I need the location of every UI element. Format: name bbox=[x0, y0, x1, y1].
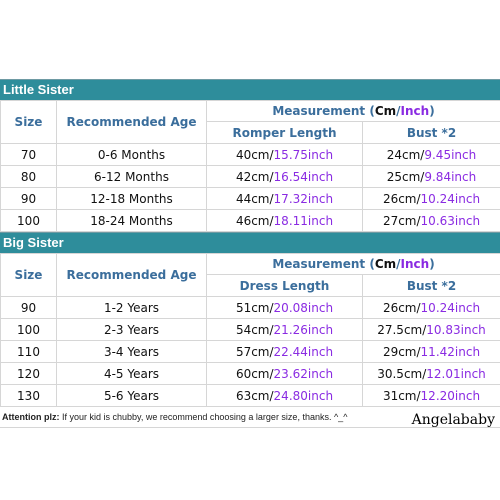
size-cell: 130 bbox=[1, 385, 57, 407]
meas-inch: Inch bbox=[400, 104, 430, 118]
big-sister-title: Big Sister bbox=[0, 232, 500, 253]
age-cell: 18-24 Months bbox=[57, 210, 207, 232]
little-sister-title: Little Sister bbox=[0, 79, 500, 100]
meas-label: Measurement ( bbox=[272, 104, 375, 118]
age-cell: 1-2 Years bbox=[57, 297, 207, 319]
length-cell bbox=[207, 341, 363, 363]
big-header-row bbox=[1, 254, 500, 275]
table-row bbox=[1, 319, 500, 341]
brand-watermark: Angelababy bbox=[411, 412, 495, 428]
table-row bbox=[1, 166, 500, 188]
length-cm: 44cm/ bbox=[235, 191, 274, 206]
length-cm: 46cm/ bbox=[235, 213, 274, 228]
bust-cell bbox=[363, 319, 500, 341]
size-cell: 100 bbox=[1, 210, 57, 232]
meas-slash: / bbox=[396, 104, 401, 118]
length-cell bbox=[207, 166, 363, 188]
bust-inch: 10.83inch bbox=[426, 322, 486, 337]
table-row bbox=[1, 297, 500, 319]
length-inch: 24.80inch bbox=[273, 388, 334, 403]
length-inch: 22.44inch bbox=[273, 344, 334, 359]
length-cell bbox=[207, 144, 363, 166]
length-cm: 57cm/ bbox=[235, 344, 274, 359]
bust-cm: 27.5cm/ bbox=[377, 322, 427, 337]
bust-cm: 27cm/ bbox=[382, 213, 421, 228]
bust-cell bbox=[363, 363, 500, 385]
age-cell: 12-18 Months bbox=[57, 188, 207, 210]
big-col-size: Size bbox=[1, 254, 57, 297]
bust-inch: 10.24inch bbox=[420, 191, 481, 206]
big-col-age: Recommended Age bbox=[57, 254, 207, 297]
length-cell bbox=[207, 297, 363, 319]
size-cell: 100 bbox=[1, 319, 57, 341]
meas-label: Measurement ( bbox=[272, 257, 375, 271]
length-inch: 20.08inch bbox=[273, 300, 334, 315]
length-cm: 54cm/ bbox=[235, 322, 274, 337]
bust-cm: 24cm/ bbox=[386, 147, 425, 162]
meas-slash: / bbox=[396, 257, 401, 271]
bust-cell bbox=[363, 297, 500, 319]
age-cell: 0-6 Months bbox=[57, 144, 207, 166]
size-cell: 90 bbox=[1, 297, 57, 319]
size-cell: 110 bbox=[1, 341, 57, 363]
meas-cm: Cm bbox=[374, 104, 397, 118]
big-col-measurement bbox=[207, 254, 500, 275]
meas-cm: Cm bbox=[374, 257, 397, 271]
little-header-row bbox=[1, 101, 500, 122]
size-cell: 90 bbox=[1, 188, 57, 210]
table-row bbox=[1, 341, 500, 363]
length-inch: 23.62inch bbox=[273, 366, 334, 381]
bust-cm: 25cm/ bbox=[386, 169, 425, 184]
length-cm: 60cm/ bbox=[235, 366, 274, 381]
length-cell bbox=[207, 385, 363, 407]
table-row bbox=[1, 385, 500, 407]
attention-text: If your kid is chubby, we recommend choosing a larger size, thanks. ^_^ bbox=[59, 412, 348, 422]
bust-cm: 26cm/ bbox=[382, 191, 421, 206]
length-cm: 42cm/ bbox=[235, 169, 274, 184]
little-sister-table bbox=[0, 100, 500, 232]
meas-close: ) bbox=[429, 257, 435, 271]
big-col-bust: Bust *2 bbox=[363, 275, 500, 297]
length-inch: 17.32inch bbox=[273, 191, 334, 206]
bust-cell bbox=[363, 341, 500, 363]
age-cell: 4-5 Years bbox=[57, 363, 207, 385]
attention-label: Attention plz: bbox=[2, 412, 60, 422]
bust-inch: 10.63inch bbox=[420, 213, 481, 228]
length-cell bbox=[207, 210, 363, 232]
bust-inch: 12.01inch bbox=[426, 366, 486, 381]
bust-cm: 26cm/ bbox=[382, 300, 421, 315]
little-col-bust: Bust *2 bbox=[363, 122, 500, 144]
length-cell bbox=[207, 319, 363, 341]
length-cell bbox=[207, 188, 363, 210]
size-cell: 120 bbox=[1, 363, 57, 385]
size-cell: 70 bbox=[1, 144, 57, 166]
bust-cm: 30.5cm/ bbox=[377, 366, 427, 381]
bust-cm: 31cm/ bbox=[382, 388, 421, 403]
length-inch: 18.11inch bbox=[273, 213, 334, 228]
bust-inch: 11.42inch bbox=[420, 344, 481, 359]
big-sister-table bbox=[0, 253, 500, 407]
length-cm: 51cm/ bbox=[235, 300, 274, 315]
bust-cell bbox=[363, 210, 500, 232]
table-row bbox=[1, 363, 500, 385]
age-cell: 6-12 Months bbox=[57, 166, 207, 188]
little-col-measurement bbox=[207, 101, 500, 122]
age-cell: 2-3 Years bbox=[57, 319, 207, 341]
length-inch: 15.75inch bbox=[273, 147, 334, 162]
length-inch: 16.54inch bbox=[273, 169, 334, 184]
meas-inch: Inch bbox=[400, 257, 430, 271]
table-row bbox=[1, 144, 500, 166]
big-col-length: Dress Length bbox=[207, 275, 363, 297]
size-chart bbox=[0, 79, 500, 428]
age-cell: 3-4 Years bbox=[57, 341, 207, 363]
table-row bbox=[1, 188, 500, 210]
little-col-age: Recommended Age bbox=[57, 101, 207, 144]
table-row bbox=[1, 210, 500, 232]
attention-note bbox=[0, 407, 500, 428]
bust-cell bbox=[363, 385, 500, 407]
length-inch: 21.26inch bbox=[273, 322, 334, 337]
bust-cm: 29cm/ bbox=[382, 344, 421, 359]
bust-cell bbox=[363, 166, 500, 188]
bust-inch: 9.84inch bbox=[424, 169, 477, 184]
bust-inch: 10.24inch bbox=[420, 300, 481, 315]
bust-inch: 9.45inch bbox=[424, 147, 477, 162]
length-cm: 63cm/ bbox=[235, 388, 274, 403]
little-col-length: Romper Length bbox=[207, 122, 363, 144]
length-cell bbox=[207, 363, 363, 385]
size-cell: 80 bbox=[1, 166, 57, 188]
bust-cell bbox=[363, 144, 500, 166]
bust-cell bbox=[363, 188, 500, 210]
length-cm: 40cm/ bbox=[235, 147, 274, 162]
age-cell: 5-6 Years bbox=[57, 385, 207, 407]
meas-close: ) bbox=[429, 104, 435, 118]
bust-inch: 12.20inch bbox=[420, 388, 481, 403]
little-col-size: Size bbox=[1, 101, 57, 144]
